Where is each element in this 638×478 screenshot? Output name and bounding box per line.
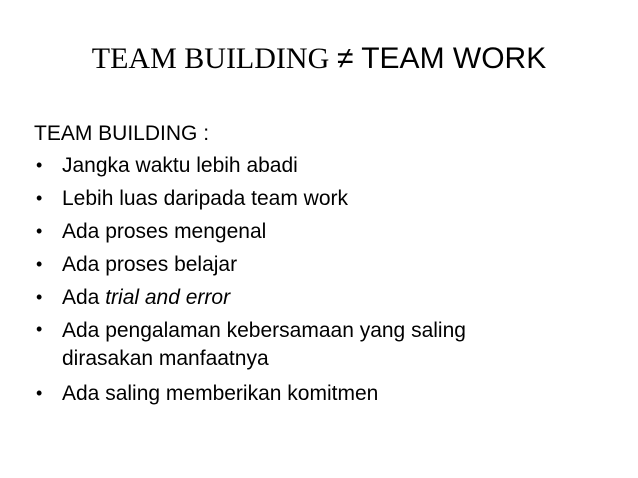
- list-item: [34, 249, 624, 280]
- not-equal-symbol: ≠: [337, 42, 354, 75]
- list-item-text-prefix: Ada: [62, 286, 106, 309]
- list-item: [34, 150, 624, 181]
- list-item-text-italic: trial and error: [105, 286, 231, 309]
- slide-title: [0, 38, 638, 79]
- bullet-icon: •: [36, 188, 43, 208]
- bullet-icon: •: [36, 221, 43, 241]
- title-part-serif: TEAM BUILDING: [91, 42, 330, 75]
- list-item-text: Jangka waktu lebih abadi: [62, 154, 298, 177]
- slide-body: [34, 118, 624, 411]
- list-item-text: Ada proses belajar: [62, 253, 238, 276]
- title-part-sans: TEAM WORK: [361, 42, 547, 75]
- bullet-icon: •: [36, 287, 43, 307]
- list-item: [34, 378, 624, 409]
- list-item: [34, 315, 624, 376]
- list-item-text: Lebih luas daripada team work: [62, 187, 349, 210]
- bullet-list: [34, 150, 624, 409]
- list-item-text-line2: dirasakan manfaatnya: [62, 347, 269, 370]
- bullet-icon: •: [36, 319, 43, 339]
- list-item: [34, 216, 624, 247]
- section-heading: TEAM BUILDING :: [34, 122, 210, 145]
- list-item: [34, 282, 624, 313]
- bullet-icon: •: [36, 254, 43, 274]
- bullet-icon: •: [36, 383, 43, 403]
- list-item-text: Ada proses mengenal: [62, 220, 267, 243]
- list-item-text-line1: Ada pengalaman kebersamaan yang saling: [62, 319, 466, 342]
- bullet-icon: •: [36, 155, 43, 175]
- list-item: [34, 183, 624, 214]
- list-item-text: Ada saling memberikan komitmen: [62, 382, 379, 405]
